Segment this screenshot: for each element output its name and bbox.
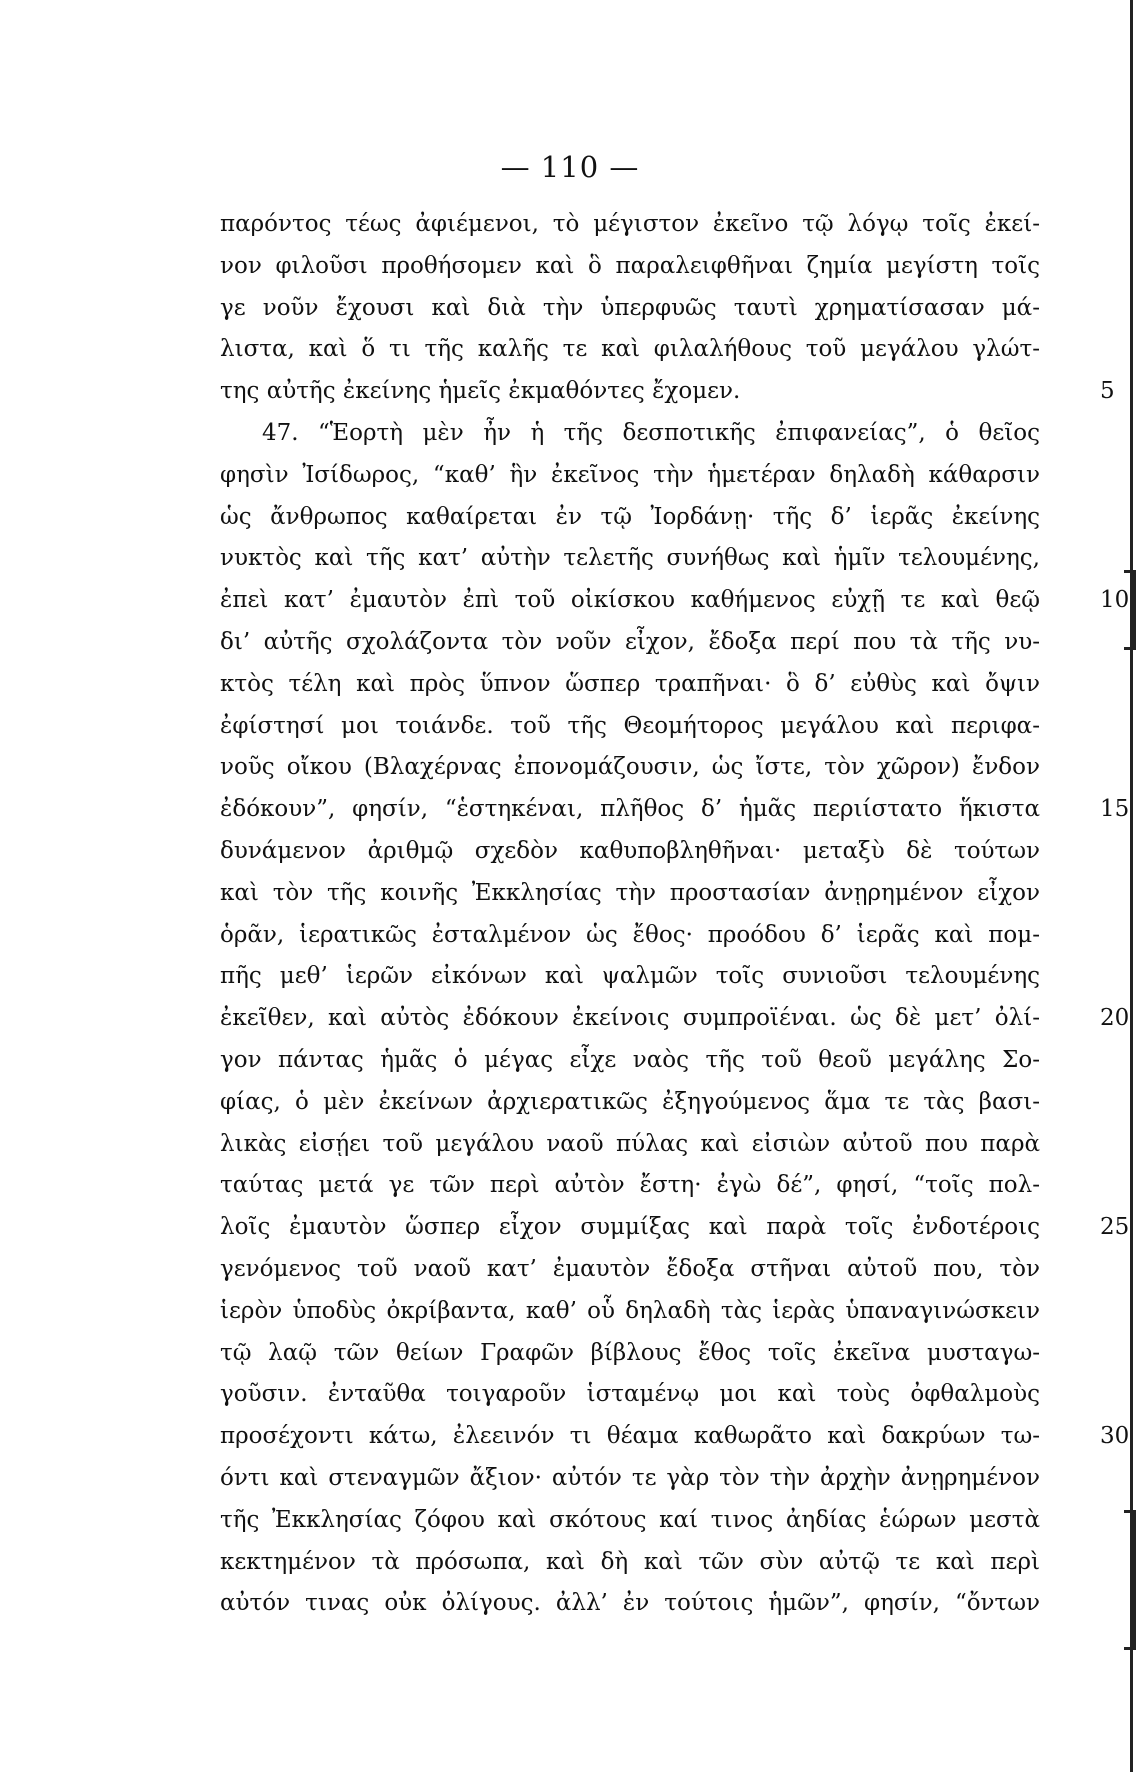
text-line: γενόμενος τοῦ ναοῦ κατ’ ἐμαυτὸν ἔδοξα στῆναι αὐτοῦ που, τὸν — [220, 1255, 1040, 1282]
text-line: νυκτὸς καὶ τῆς κατ’ αὐτὴν τελετῆς συνήθως καὶ ἡμῖν τελουμένης, — [220, 545, 1040, 572]
text-line: γον πάντας ἡμᾶς ὁ μέγας εἶχε ναὸς τῆς τοῦ θεοῦ μεγάλης Σο- — [220, 1046, 1040, 1073]
text-line: νον φιλοῦσι προθήσομεν καὶ ὃ παραλειφθῆναι ζημία μεγίστη τοῖς — [220, 252, 1040, 279]
section-47-first-line: 47. “Ἑορτὴ μὲν ἦν ἡ τῆς δεσποτικῆς ἐπιφανείας”, ὁ θεῖος — [262, 419, 1040, 446]
text-line: κτὸς τέλη καὶ πρὸς ὕπνον ὥσπερ τραπῆναι· ὃ δ’ εὐθὺς καὶ ὄψιν — [220, 670, 1040, 697]
text-line: αὐτόν τινας οὐκ ὀλίγους. ἀλλ’ ἐν τούτοις ἡμῶν”, φησίν, “ὄντων — [220, 1590, 1040, 1617]
text-line: ἐπεὶ κατ’ ἐμαυτὸν ἐπὶ τοῦ οἰκίσκου καθήμενος εὐχῇ τε καὶ θεῷ — [220, 587, 1040, 614]
text-line: δι’ αὐτῆς σχολάζοντα τὸν νοῦν εἶχον, ἔδοξα περί που τὰ τῆς νυ- — [220, 628, 1040, 655]
line-number-marker: 20 — [1100, 1005, 1130, 1031]
text-line: τῆς Ἐκκλησίας ζόφου καὶ σκότους καί τινος ἀηδίας ἑώρων μεστὰ — [220, 1506, 1040, 1533]
page-edge-rule — [1130, 0, 1133, 1772]
text-line: τῷ λαῷ τῶν θείων Γραφῶν βίβλους ἔθος τοῖς ἐκεῖνα μυσταγω- — [220, 1339, 1040, 1366]
text-line: φησὶν Ἰσίδωρος, “καθ’ ἣν ἐκεῖνος τὴν ἡμετέραν δηλαδὴ κάθαρσιν — [220, 461, 1040, 488]
text-line: δυνάμενον ἀριθμῷ σχεδὸν καθυποβληθῆναι· μεταξὺ δὲ τούτων — [220, 837, 1040, 864]
text-line: νοῦς οἴκου (Βλαχέρνας ἐπονομάζουσιν, ὡς ἴστε, τὸν χῶρον) ἔνδον — [220, 754, 1040, 781]
text-line: ὁρᾶν, ἱερατικῶς ἐσταλμένον ὡς ἔθος· προόδου δ’ ἱερᾶς καὶ πομ- — [220, 921, 1040, 948]
text-line: λικὰς εἰσῄει τοῦ μεγάλου ναοῦ πύλας καὶ εἰσιὼν αὐτοῦ που παρὰ — [220, 1130, 1040, 1157]
text-line: καὶ τὸν τῆς κοινῆς Ἐκκλησίας τὴν προστασίαν ἀνῃρημένον εἶχον — [220, 879, 1040, 906]
text-line: ὡς ἄνθρωπος καθαίρεται ἐν τῷ Ἰορδάνῃ· τῆς δ’ ἱερᾶς ἐκείνης — [220, 503, 1040, 530]
page-number: — 110 — — [500, 150, 640, 184]
text-line: λιστα, καὶ ὅ τι τῆς καλῆς τε καὶ φιλαλήθους τοῦ μεγάλου γλώτ- — [220, 336, 1040, 363]
text-line: κεκτημένον τὰ πρόσωπα, καὶ δὴ καὶ τῶν σὺν αὐτῷ τε καὶ περὶ — [220, 1548, 1040, 1575]
text-line: γε νοῦν ἔχουσι καὶ διὰ τὴν ὑπερφυῶς ταυτὶ χρηματίσασαν μά- — [220, 294, 1040, 321]
text-line: όντι καὶ στεναγμῶν ἄξιον· αὐτόν τε γὰρ τὸν τὴν ἀρχὴν ἀνῃρημένον — [220, 1464, 1040, 1491]
text-line: προσέχοντι κάτω, ἐλεεινόν τι θέαμα καθωρᾶτο καὶ δακρύων τω- — [220, 1423, 1040, 1450]
line-number-marker: 15 — [1100, 796, 1130, 822]
text-line: ἱερὸν ὑποδὺς ὀκρίβαντα, καθ’ οὗ δηλαδὴ τὰς ἱερὰς ὑπαναγινώσκειν — [220, 1297, 1040, 1324]
page-edge-mark — [1124, 570, 1136, 650]
text-line: ἐκεῖθεν, καὶ αὐτὸς ἐδόκουν ἐκείνοις συμπροϊέναι. ὡς δὲ μετ’ ὀλί- — [220, 1005, 1040, 1032]
page-edge-mark — [1124, 1510, 1136, 1650]
line-number-marker: 30 — [1100, 1423, 1130, 1449]
line-number-marker: 10 — [1100, 587, 1130, 613]
text-line: παρόντος τέως ἀφιέμενοι, τὸ μέγιστον ἐκεῖνο τῷ λόγῳ τοῖς ἐκεί- — [220, 211, 1040, 237]
text-line: της αὐτῆς ἐκείνης ἡμεῖς ἐκμαθόντες ἔχομεν. — [220, 378, 741, 405]
line-number-marker: 5 — [1100, 378, 1115, 404]
line-number-marker: 25 — [1100, 1214, 1130, 1240]
text-line: γοῦσιν. ἐνταῦθα τοιγαροῦν ἱσταμένῳ μοι καὶ τοὺς ὀφθαλμοὺς — [220, 1381, 1040, 1408]
text-line: λοῖς ἐμαυτὸν ὥσπερ εἶχον συμμίξας καὶ παρὰ τοῖς ἐνδοτέροις — [220, 1214, 1040, 1241]
text-line: πῆς μεθ’ ἱερῶν εἰκόνων καὶ ψαλμῶν τοῖς συνιοῦσι τελουμένης — [220, 963, 1040, 990]
text-line: ἐφίστησί μοι τοιάνδε. τοῦ τῆς Θεομήτορος μεγάλου καὶ περιφα- — [220, 712, 1040, 739]
text-line: φίας, ὁ μὲν ἐκείνων ἀρχιερατικῶς ἐξηγούμενος ἅμα τε τὰς βασι- — [220, 1088, 1040, 1115]
text-line: ἐδόκουν”, φησίν, “ἑστηκέναι, πλῆθος δ’ ἡμᾶς περιίστατο ἥκιστα — [220, 796, 1040, 823]
text-line: ταύτας μετά γε τῶν περὶ αὐτὸν ἔστη· ἐγὼ δέ”, φησί, “τοῖς πολ- — [220, 1172, 1040, 1199]
body-text — [220, 204, 1040, 1625]
